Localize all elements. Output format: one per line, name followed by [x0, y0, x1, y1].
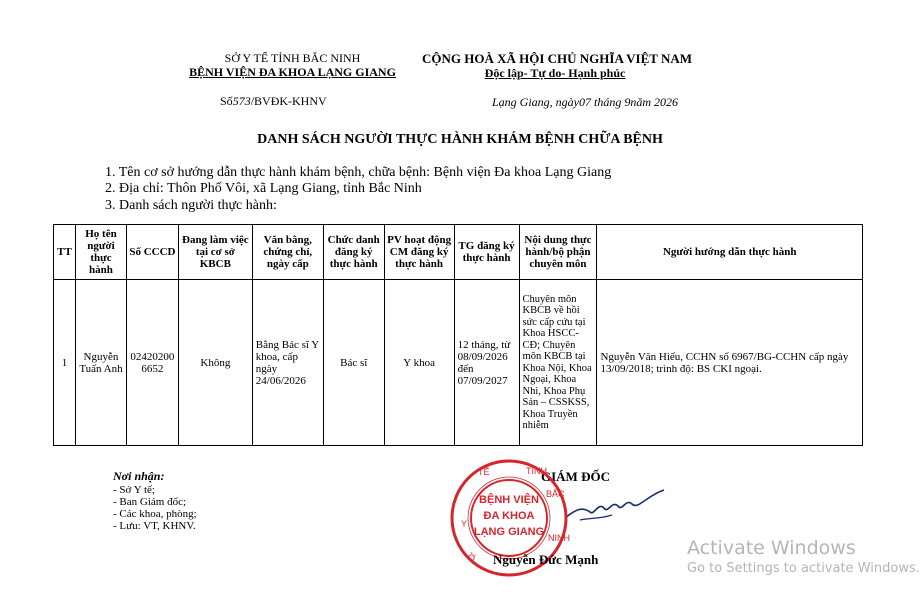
header-workplace: Đang làm việc tại cơ sở KBCB	[178, 225, 252, 280]
cell-supervisor: Nguyễn Văn Hiếu, CCHN số 6967/BG-CCHN cấp ngày 13/09/2018; trình độ: BS CKI ngoại.	[597, 280, 863, 446]
signature-scribble	[560, 488, 670, 528]
recipients-label: Nơi nhận:	[113, 469, 165, 483]
svg-text:LẠNG GIANG: LẠNG GIANG	[473, 526, 545, 538]
svg-text:BỆNH VIỆN: BỆNH VIỆN	[479, 494, 539, 506]
info-line-address: 2. Địa chỉ: Thôn Phố Vôi, xã Lạng Giang, tỉnh Bắc Ninh	[105, 181, 422, 196]
svg-text:Y: Y	[461, 519, 468, 529]
recipients-block	[113, 469, 197, 532]
cell-name: Nguyễn Tuấn Anh	[75, 280, 126, 446]
practitioner-table	[53, 224, 863, 446]
cell-cccd: 024202006652	[126, 280, 178, 446]
cell-content: Chuyên môn KBCB về hồi sức cấp cứu tại Khoa HSCC-CĐ; Chuyên môn KBCB tại Khoa Nội, Khoa Ngoại, Khoa Nhi, Khoa Phụ Sản – CSSKSS, Khoa Truyền nhiễm	[519, 280, 597, 446]
info-line-facility: 1. Tên cơ sở hướng dẫn thực hành khám bệnh, chữa bệnh: Bệnh viện Đa khoa Lạng Giang	[105, 165, 612, 180]
table-row	[54, 280, 863, 446]
cell-title: Bác sĩ	[323, 280, 384, 446]
document-title: DANH SÁCH NGƯỜI THỰC HÀNH KHÁM BỆNH CHỮA BỆNH	[257, 132, 663, 147]
cell-workplace: Không	[178, 280, 252, 446]
activation-watermark-title: Activate Windows	[687, 537, 856, 559]
recipient-item: - Ban Giám đốc;	[113, 496, 187, 508]
header-name: Họ tên người thực hành	[75, 225, 126, 280]
cell-scope: Y khoa	[384, 280, 454, 446]
hospital-name: BỆNH VIỆN ĐA KHOA LẠNG GIANG	[189, 65, 396, 79]
recipient-item: - Sở Y tế;	[113, 484, 155, 496]
date-month: 9	[624, 95, 631, 109]
country-name: CỘNG HOÀ XÃ HỘI CHỦ NGHĨA VIỆT NAM	[421, 51, 693, 66]
svg-text:BẮC: BẮC	[546, 489, 565, 499]
document-number	[220, 94, 327, 109]
cell-duration: 12 tháng, từ 08/09/2026 đến 07/09/2027	[454, 280, 519, 446]
doc-number-suffix: /BVĐK-KHNV	[250, 94, 327, 108]
motto: Độc lập- Tự do- Hạnh phúc	[484, 66, 626, 80]
svg-text:Ở: Ở	[468, 553, 476, 563]
activation-watermark-subtitle: Go to Settings to activate Windows.	[687, 561, 920, 576]
svg-text:NINH: NINH	[548, 533, 570, 543]
header-scope: PV hoạt động CM đăng ký thực hành	[384, 225, 454, 280]
table-header-row	[54, 225, 863, 280]
info-line-list: 3. Danh sách người thực hành:	[105, 198, 277, 213]
document-date: Lạng Giang, ngày07 tháng 9năm 2026	[492, 95, 679, 109]
recipient-item: - Lưu: VT, KHNV.	[113, 520, 196, 532]
svg-text:TỈNH: TỈNH	[526, 466, 547, 476]
svg-text:ĐA KHOA: ĐA KHOA	[483, 510, 535, 522]
signatory-role: GIÁM ĐỐC	[541, 469, 610, 484]
date-day: 07	[579, 95, 591, 109]
header-tt: TT	[54, 225, 76, 280]
signatory-name: Nguyễn Đức Mạnh	[493, 552, 599, 567]
header-duration: TG đăng ký thực hành	[454, 225, 519, 280]
header-cccd: Số CCCD	[126, 225, 178, 280]
cell-degree: Bằng Bác sĩ Y khoa, cấp ngày 24/06/2026	[252, 280, 323, 446]
doc-number-handwritten: 573	[232, 94, 251, 108]
recipient-item: - Các khoa, phòng;	[113, 508, 197, 520]
header-supervisor: Người hướng dẫn thực hành	[597, 225, 863, 280]
header-content: Nội dung thực hành/bộ phận chuyên môn	[519, 225, 597, 280]
header-title: Chức danh đăng ký thực hành	[323, 225, 384, 280]
doc-number-prefix: Số	[220, 94, 233, 108]
header-degree: Văn bằng, chứng chỉ, ngày cấp	[252, 225, 323, 280]
cell-tt: 1	[54, 280, 76, 446]
svg-text:TẾ: TẾ	[478, 467, 490, 477]
agency-name: SỞ Y TẾ TỈNH BẮC NINH	[224, 51, 361, 65]
